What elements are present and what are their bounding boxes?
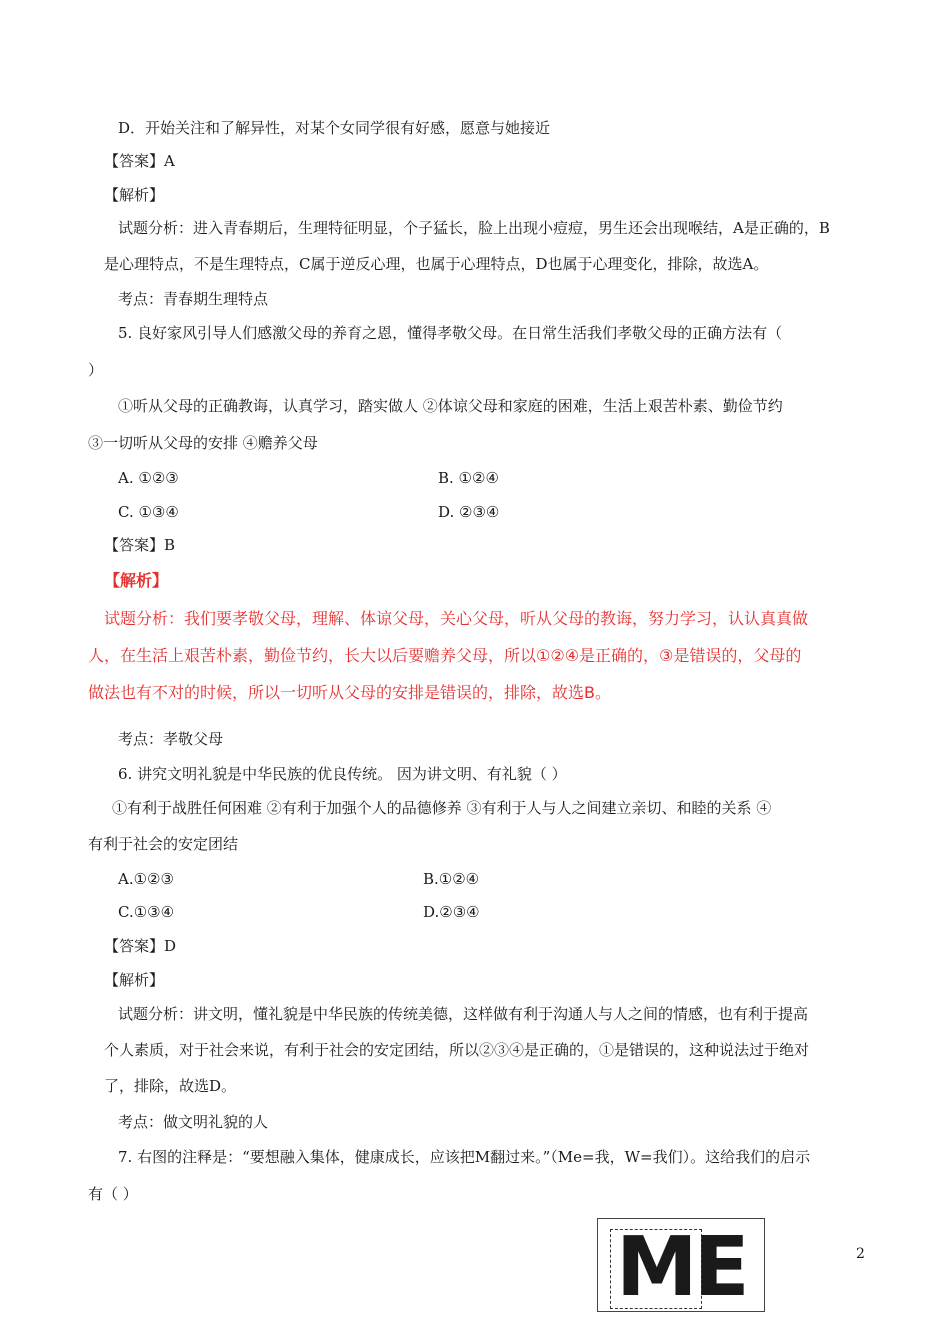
analysis-text: 是心理特点，不是生理特点，C属于逆反心理，也属于心理特点，D也属于心理变化，排除，故选A。 — [104, 255, 769, 273]
topic-label: 考点：孝敬父母 — [118, 730, 224, 748]
topic-label: 考点：青春期生理特点 — [118, 290, 269, 308]
topic-label: 考点：做文明礼貌的人 — [118, 1113, 269, 1131]
me-figure-text: ME — [616, 1220, 746, 1315]
question-6-items: 有利于社会的安定团结 — [88, 835, 239, 853]
option-a: A. ①②③ — [118, 469, 179, 487]
option-d-line: D．开始关注和了解异性，对某个女同学很有好感，愿意与她接近 — [118, 119, 551, 137]
analysis-text-red: 做法也有不对的时候，所以一切听从父母的安排是错误的，排除，故选B。 — [88, 683, 611, 702]
answer-label: 【答案】A — [104, 152, 175, 170]
question-5-items: ③一切听从父母的安排 ④赡养父母 — [88, 434, 318, 452]
option-b: B.①②④ — [423, 870, 480, 888]
analysis-label: 【解析】 — [104, 971, 165, 989]
question-5-items: ①听从父母的正确教诲，认真学习，踏实做人 ②体谅父母和家庭的困难，生活上艰苦朴素、勤俭节约 — [118, 397, 783, 415]
option-b: B. ①②④ — [438, 469, 499, 487]
analysis-text: 试题分析：讲文明，懂礼貌是中华民族的传统美德，这样做有利于沟通人与人之间的情感，也有利于提高 — [118, 1005, 809, 1023]
me-figure — [597, 1218, 765, 1315]
question-6-items: ①有利于战胜任何困难 ②有利于加强个人的品德修养 ③有利于人与人之间建立亲切、和睦的关系 ④ — [112, 799, 772, 817]
option-c: C. ①③④ — [118, 503, 179, 521]
option-c: C.①③④ — [118, 903, 175, 921]
question-5-cont: ） — [88, 361, 104, 379]
question-5: 5. 良好家风引导人们感激父母的养育之恩，懂得孝敬父母。在日常生活我们孝敬父母的正确方法有（ — [118, 324, 783, 342]
analysis-label: 【解析】 — [104, 186, 165, 204]
analysis-text: 个人素质，对于社会来说，有利于社会的安定团结，所以②③④是正确的，①是错误的，这种说法过于绝对 — [104, 1041, 810, 1059]
analysis-text-red: 人，在生活上艰苦朴素，勤俭节约，长大以后要赡养父母，所以①②④是正确的，③是错误的，父母的 — [88, 646, 802, 665]
question-7: 7. 右图的注释是：“要想融入集体，健康成长，应该把M翻过来。”（Me=我，W=我们）。这给我们的启示 — [118, 1148, 811, 1166]
question-7-cont: 有（ ） — [88, 1185, 138, 1203]
option-a: A.①②③ — [118, 870, 174, 888]
page-number: 2 — [856, 1246, 865, 1262]
analysis-text: 了，排除，故选D。 — [104, 1077, 237, 1095]
analysis-text: 试题分析：进入青春期后，生理特征明显，个子猛长，脸上出现小痘痘，男生还会出现喉结，A是正确的，B — [118, 219, 830, 237]
option-d: D.②③④ — [423, 903, 480, 921]
analysis-label-red: 【解析】 — [104, 571, 169, 590]
question-6: 6. 讲究文明礼貌是中华民族的优良传统。 因为讲文明、有礼貌（ ） — [118, 765, 567, 783]
answer-label: 【答案】D — [104, 937, 177, 955]
option-d: D. ②③④ — [438, 503, 500, 521]
answer-label: 【答案】B — [104, 536, 176, 554]
analysis-text-red: 试题分析：我们要孝敬父母，理解、体谅父母，关心父母，听从父母的教诲，努力学习，认认真真做 — [104, 609, 809, 628]
